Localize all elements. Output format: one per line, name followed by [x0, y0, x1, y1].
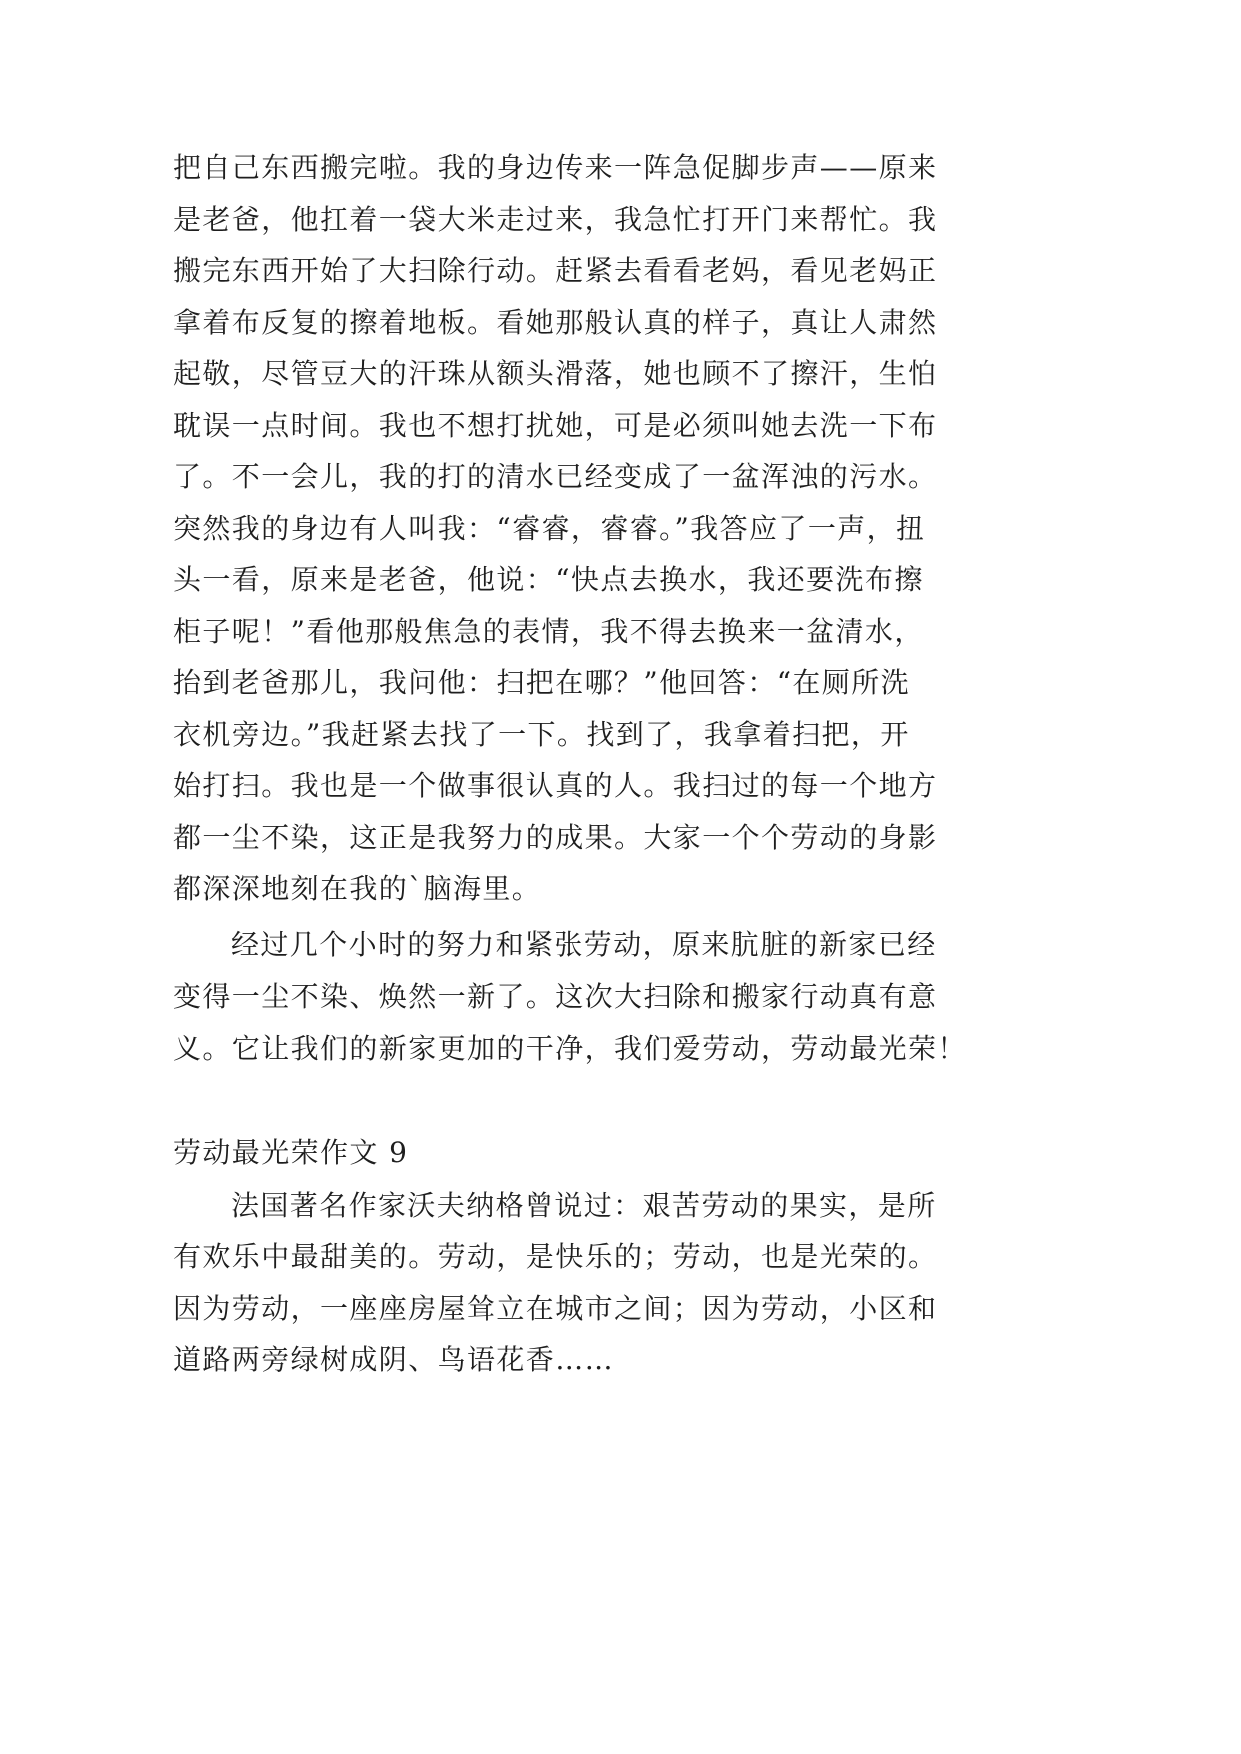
heading-text: 劳动最光荣作文 9: [173, 1136, 409, 1169]
paragraph: [173, 142, 1013, 915]
text-line: 始打扫。我也是一个做事很认真的人。我扫过的每一个地方: [173, 769, 938, 802]
text-line: 法国著名作家沃夫纳格曾说过：艰苦劳动的果实，是所: [231, 1189, 937, 1222]
text-line: 拿着布反复的擦着地板。看她那般认真的样子，真让人肃然: [173, 305, 938, 339]
text-line: 都一尘不染，这正是我努力的成果。大家一个个劳动的身影: [173, 820, 938, 854]
text-line: 了。不一会儿，我的打的清水已经变成了一盆浑浊的污水。: [173, 460, 938, 493]
text-line: 衣机旁边。”我赶紧去找了一下。找到了，我拿着扫把，开: [173, 717, 910, 751]
text-line: 变得一尘不染、焕然一新了。这次大扫除和搬家行动真有意: [173, 980, 938, 1013]
text-line: 起敬，尽管豆大的汗珠从额头滑落，她也顾不了擦汗，生怕: [173, 357, 938, 390]
text-line: 道路两旁绿树成阴、鸟语花香……: [173, 1343, 615, 1377]
paragraph: [173, 1180, 1013, 1386]
text-line: 柜子呢！”看他那般焦急的表情，我不得去换来一盆清水，: [173, 614, 924, 648]
text-line: 耽误一点时间。我也不想打扰她，可是必须叫她去洗一下布: [173, 408, 938, 442]
text-line: 义。它让我们的新家更加的干净，我们爱劳动，劳动最光荣！: [173, 1032, 967, 1065]
paragraph: [173, 919, 1013, 1075]
text-line: 把自己东西搬完啦。我的身边传来一阵急促脚步声——原来: [173, 151, 938, 184]
section-heading: [173, 1127, 1013, 1179]
text-line: 搬完东西开始了大扫除行动。赶紧去看看老妈，看见老妈正: [173, 254, 938, 287]
text-line: 头一看，原来是老爸，他说：“快点去换水，我还要洗布擦: [173, 563, 924, 596]
text-line: 突然我的身边有人叫我：“睿睿，睿睿。”我答应了一声，扭: [173, 511, 926, 545]
text-line: 因为劳动，一座座房屋耸立在城市之间；因为劳动，小区和: [173, 1291, 938, 1325]
text-line: 是老爸，他扛着一袋大米走过来，我急忙打开门来帮忙。我: [173, 202, 938, 236]
text-line: 抬到老爸那儿，我问他：扫把在哪？”他回答：“在厕所洗: [173, 666, 911, 699]
text-line: 有欢乐中最甜美的。劳动，是快乐的；劳动，也是光荣的。: [173, 1240, 938, 1274]
text-line: 都深深地刻在我的`脑海里。: [173, 872, 542, 905]
text-line: 经过几个小时的努力和紧张劳动，原来肮脏的新家已经: [231, 928, 937, 961]
